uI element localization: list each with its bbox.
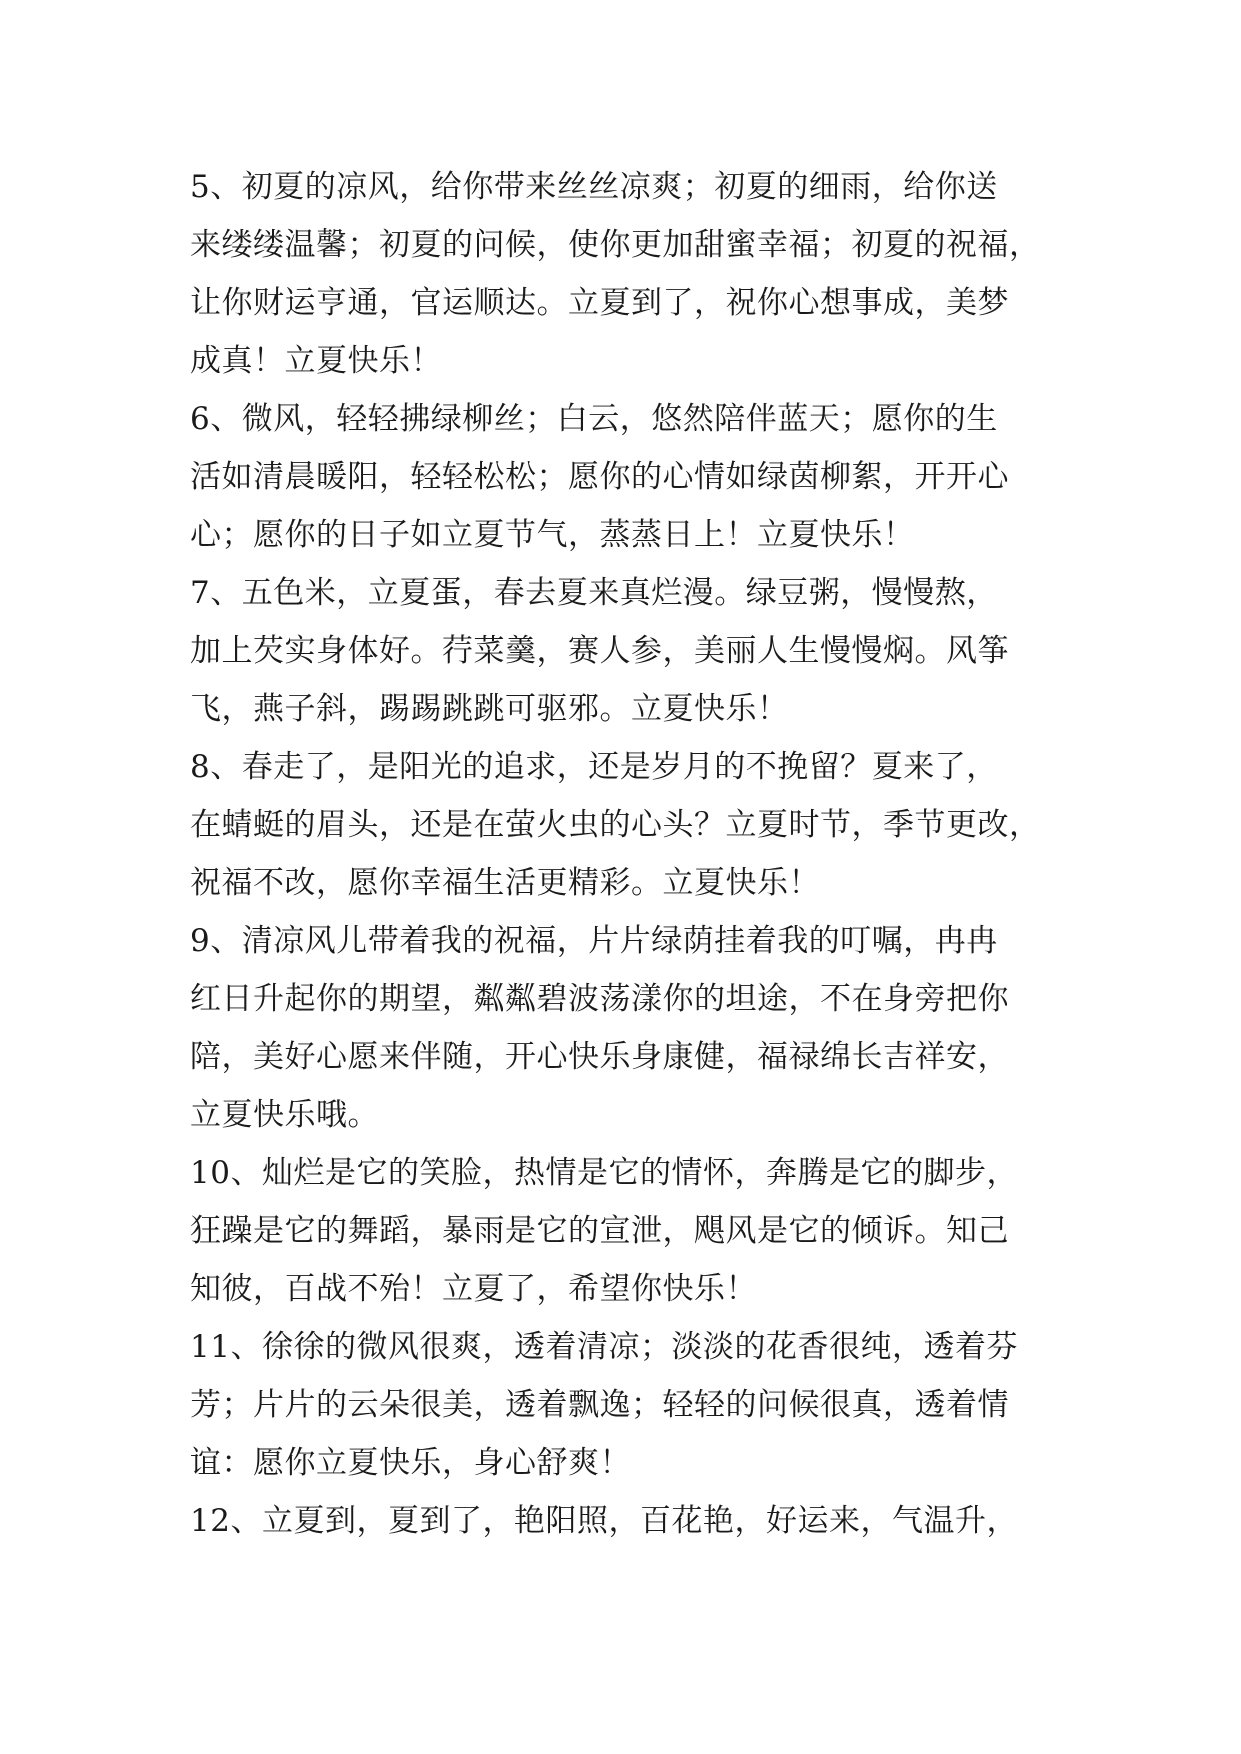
text-line: 5、初夏的凉风，给你带来丝丝凉爽；初夏的细雨，给你送 xyxy=(190,169,998,205)
text-line: 9、清凉风儿带着我的祝福，片片绿荫挂着我的叮嘱，冉冉 xyxy=(190,923,998,959)
text-line: 在蜻蜓的眉头，还是在萤火虫的心头？立夏时节，季节更改， xyxy=(190,807,1041,843)
text-line: 10、灿烂是它的笑脸，热情是它的情怀，奔腾是它的脚步， xyxy=(190,1155,1018,1191)
text-line: 心；愿你的日子如立夏节气，蒸蒸日上！立夏快乐！ xyxy=(190,517,915,553)
text-line: 7、五色米，立夏蛋，春去夏来真烂漫。绿豆粥，慢慢熬， xyxy=(190,575,998,611)
text-line: 6、微风，轻轻拂绿柳丝；白云，悠然陪伴蓝天；愿你的生 xyxy=(190,401,998,437)
text-line: 红日升起你的期望，粼粼碧波荡漾你的坦途，不在身旁把你 xyxy=(190,981,1009,1017)
document-body xyxy=(190,158,1070,1550)
text-line: 活如清晨暖阳，轻轻松松；愿你的心情如绿茵柳絮，开开心 xyxy=(190,459,1009,495)
text-line: 狂躁是它的舞蹈，暴雨是它的宣泄，飓风是它的倾诉。知己 xyxy=(190,1213,1009,1249)
text-line: 立夏快乐哦。 xyxy=(190,1097,379,1133)
text-line: 谊：愿你立夏快乐，身心舒爽！ xyxy=(190,1445,631,1481)
text-line: 陪，美好心愿来伴随，开心快乐身康健，福禄绵长吉祥安， xyxy=(190,1039,1009,1075)
text-line: 成真！立夏快乐！ xyxy=(190,343,442,379)
text-line: 来缕缕温馨；初夏的问候，使你更加甜蜜幸福；初夏的祝福， xyxy=(190,227,1041,263)
text-line: 飞，燕子斜，踢踢跳跳可驱邪。立夏快乐！ xyxy=(190,691,789,727)
text-line: 12、立夏到，夏到了，艳阳照，百花艳，好运来，气温升， xyxy=(190,1503,1018,1539)
text-line: 祝福不改，愿你幸福生活更精彩。立夏快乐！ xyxy=(190,865,820,901)
text-line: 11、徐徐的微风很爽，透着清凉；淡淡的花香很纯，透着芬 xyxy=(190,1329,1018,1365)
text-line: 让你财运亨通，官运顺达。立夏到了，祝你心想事成，美梦 xyxy=(190,285,1009,321)
text-line: 加上芡实身体好。荇菜羹，赛人参，美丽人生慢慢焖。风筝 xyxy=(190,633,1009,669)
text-line: 芳；片片的云朵很美，透着飘逸；轻轻的问候很真，透着情 xyxy=(190,1387,1009,1423)
text-line: 8、春走了，是阳光的追求，还是岁月的不挽留？夏来了， xyxy=(190,749,998,785)
text-line: 知彼，百战不殆！立夏了，希望你快乐！ xyxy=(190,1271,757,1307)
